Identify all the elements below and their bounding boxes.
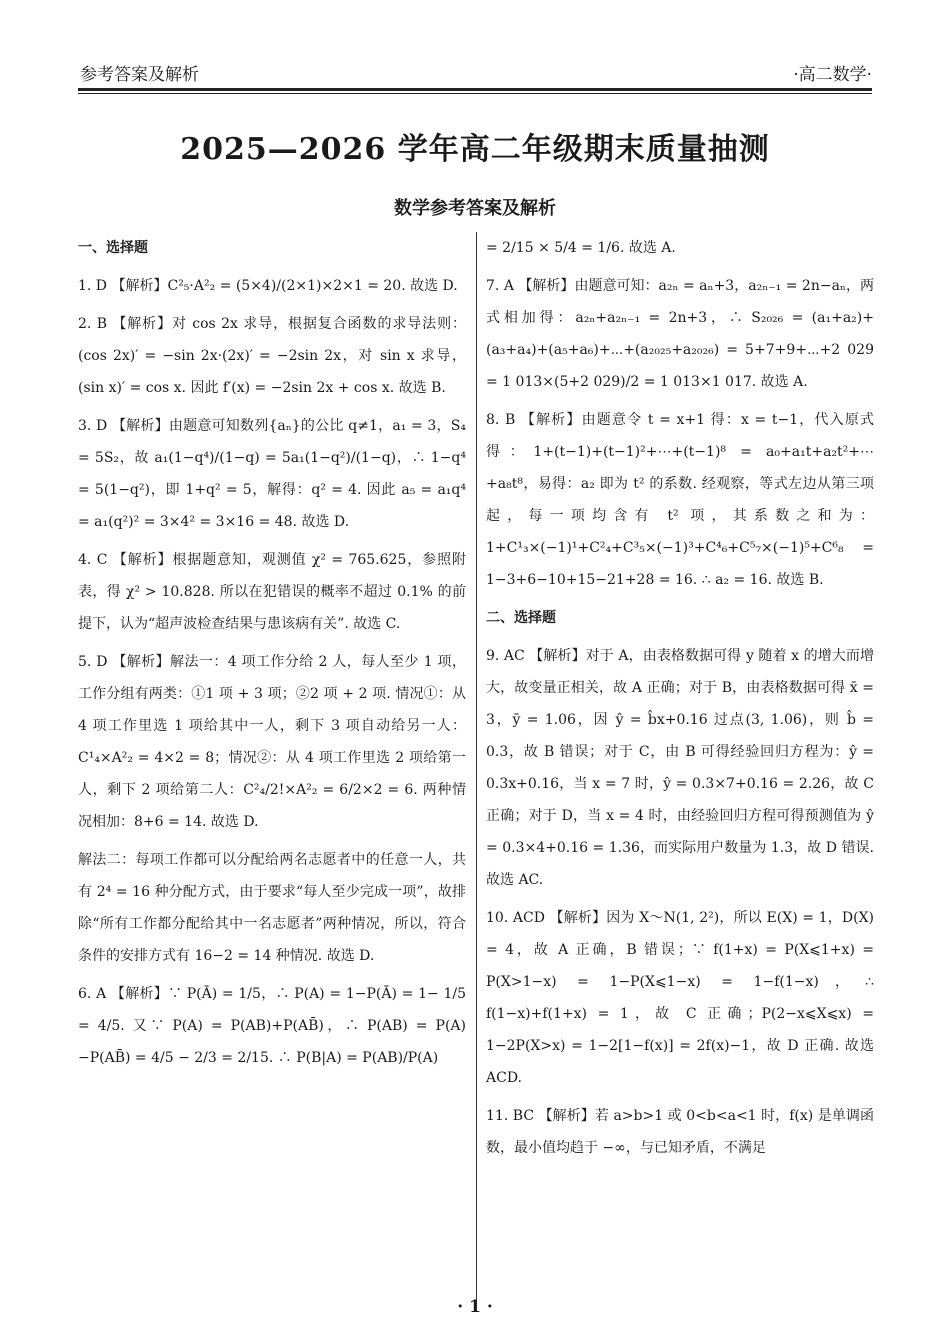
column-divider	[476, 232, 477, 1300]
left-column	[78, 232, 466, 1080]
question-answer: 2. B 【解析】对 cos 2x 求导，根据复合函数的求导法则：(cos 2x)′ = −sin 2x·(2x)′ = −2sin 2x，对 sin x 求导，(sin x)′ = cos x. 因此 f′(x) = −2sin 2x + cos x. 故选 B.	[78, 316, 466, 396]
right-column	[486, 232, 874, 1170]
answer-paragraph: = 2/15 × 5/4 = 1/6. 故选 A.	[486, 240, 676, 256]
question-answer: 6. A 【解析】∵ P(Ā) = 1/5，∴ P(A) = 1−P(Ā) = 1− 1/5 = 4/5. 又∵ P(A) = P(AB)+P(AB̄)，∴ P(AB) = P(A)−P(AB̄) = 4/5 − 2/3 = 2/15. ∴ P(B|A) = P(AB)/P(A)	[78, 986, 466, 1066]
page-number: · 1 ·	[457, 1297, 493, 1317]
section-heading: 一、选择题	[78, 240, 148, 256]
header-right-text: ·高二数学·	[793, 65, 872, 85]
header-rule-thin	[78, 93, 872, 94]
question-answer: 10. ACD 【解析】因为 X～N(1, 2²)，所以 E(X) = 1，D(X) = 4，故 A 正确，B 错误；∵ f(1+x) = P(X⩽1+x) = P(X>1−x) = 1−P(X⩽1−x) = 1−f(1−x)，∴ f(1−x)+f(1+x) = 1，故 C 正确；P(2−x⩽X⩽x) = 1−2P(X>x) = 1−2[1−f(x)] = 2f(x)−1，故 D 正确. 故选 ACD.	[486, 910, 874, 1086]
question-answer: 11. BC 【解析】若 a>b>1 或 0<b<a<1 时，f(x) 是单调函数，最小值均趋于 −∞，与已知矛盾，不满足	[486, 1108, 874, 1156]
question-answer: 1. D 【解析】C²₅·A²₂ = (5×4)/(2×1)×2×1 = 20. 故选 D.	[78, 278, 458, 294]
header-left-text: 参考答案及解析	[80, 65, 199, 85]
page-subtitle: 数学参考答案及解析	[394, 198, 556, 219]
question-answer: 4. C 【解析】根据题意知，观测值 χ² = 765.625，参照附表，得 χ² > 10.828. 所以在犯错误的概率不超过 0.1% 的前提下，认为“超声波检查结果与患该病有关”. 故选 C.	[78, 552, 466, 632]
answer-paragraph: 解法二：每项工作都可以分配给两名志愿者中的任意一人，共有 2⁴ = 16 种分配方式，由于要求“每人至少完成一项”，故排除“所有工作都分配给其中一名志愿者”两种情况，所以，符合条件的安排方式有 16−2 = 14 种情况. 故选 D.	[78, 852, 466, 964]
question-answer: 8. B 【解析】由题意令 t = x+1 得：x = t−1，代入原式得：1+(t−1)+(t−1)²+⋯+(t−1)⁸ = a₀+a₁t+a₂t²+⋯+a₈t⁸，易得：a₂ 即为 t² 的系数. 经观察，等式左边从第三项起，每一项均含有 t² 项，其系数之和为：1+C¹₃×(−1)¹+C²₄+C³₅×(−1)³+C⁴₆+C⁵₇×(−1)⁵+C⁶₈ = 1−3+6−10+15−21+28 = 16. ∴ a₂ = 16. 故选 B.	[486, 412, 874, 588]
question-answer: 5. D 【解析】解法一：4 项工作分给 2 人，每人至少 1 项，工作分组有两类：①1 项 + 3 项；②2 项 + 2 项. 情况①：从 4 项工作里选 1 项给其中一人，剩下 3 项自动给另一人：C¹₄×A²₂ = 4×2 = 8；情况②：从 4 项工作里选 2 项给第一人，剩下 2 项给第二人：C²₄/2!×A²₂ = 6/2×2 = 6. 两种情况相加：8+6 = 14. 故选 D.	[78, 654, 466, 830]
page-title: 2025—2026 学年高二年级期末质量抽测	[180, 132, 770, 167]
question-answer: 3. D 【解析】由题意可知数列{aₙ}的公比 q≠1，a₁ = 3，S₄ = 5S₂，故 a₁(1−q⁴)/(1−q) = 5a₁(1−q²)/(1−q)，∴ 1−q⁴ = 5(1−q²)，即 1+q² = 5，解得：q² = 4. 因此 a₅ = a₁q⁴ = a₁(q²)² = 3×4² = 3×16 = 48. 故选 D.	[78, 418, 466, 530]
question-answer: 7. A 【解析】由题意可知：a₂ₙ = aₙ+3，a₂ₙ₋₁ = 2n−aₙ，两式相加得：a₂ₙ+a₂ₙ₋₁ = 2n+3，∴ S₂₀₂₆ = (a₁+a₂)+(a₃+a₄)+(a₅+a₆)+⋯+(a₂₀₂₅+a₂₀₂₆) = 5+7+9+⋯+2 029 = 1 013×(5+2 029)/2 = 1 013×1 017. 故选 A.	[486, 278, 874, 390]
section-heading: 二、选择题	[486, 610, 556, 626]
question-answer: 9. AC 【解析】对于 A，由表格数据可得 y 随着 x 的增大而增大，故变量正相关，故 A 正确；对于 B，由表格数据可得 x̄ = 3，ȳ = 1.06，因 ŷ = b̂x+0.16 过点(3, 1.06)，则 b̂ = 0.3，故 B 错误；对于 C，由 B 可得经验回归方程为：ŷ = 0.3x+0.16，当 x = 7 时，ŷ = 0.3×7+0.16 = 2.26，故 C 正确；对于 D，当 x = 4 时，由经验回归方程可得预测值为 ŷ = 0.3×4+0.16 = 1.36，而实际用户数量为 1.3，故 D 错误. 故选 AC.	[486, 648, 874, 888]
header-rule-thick	[78, 88, 872, 91]
